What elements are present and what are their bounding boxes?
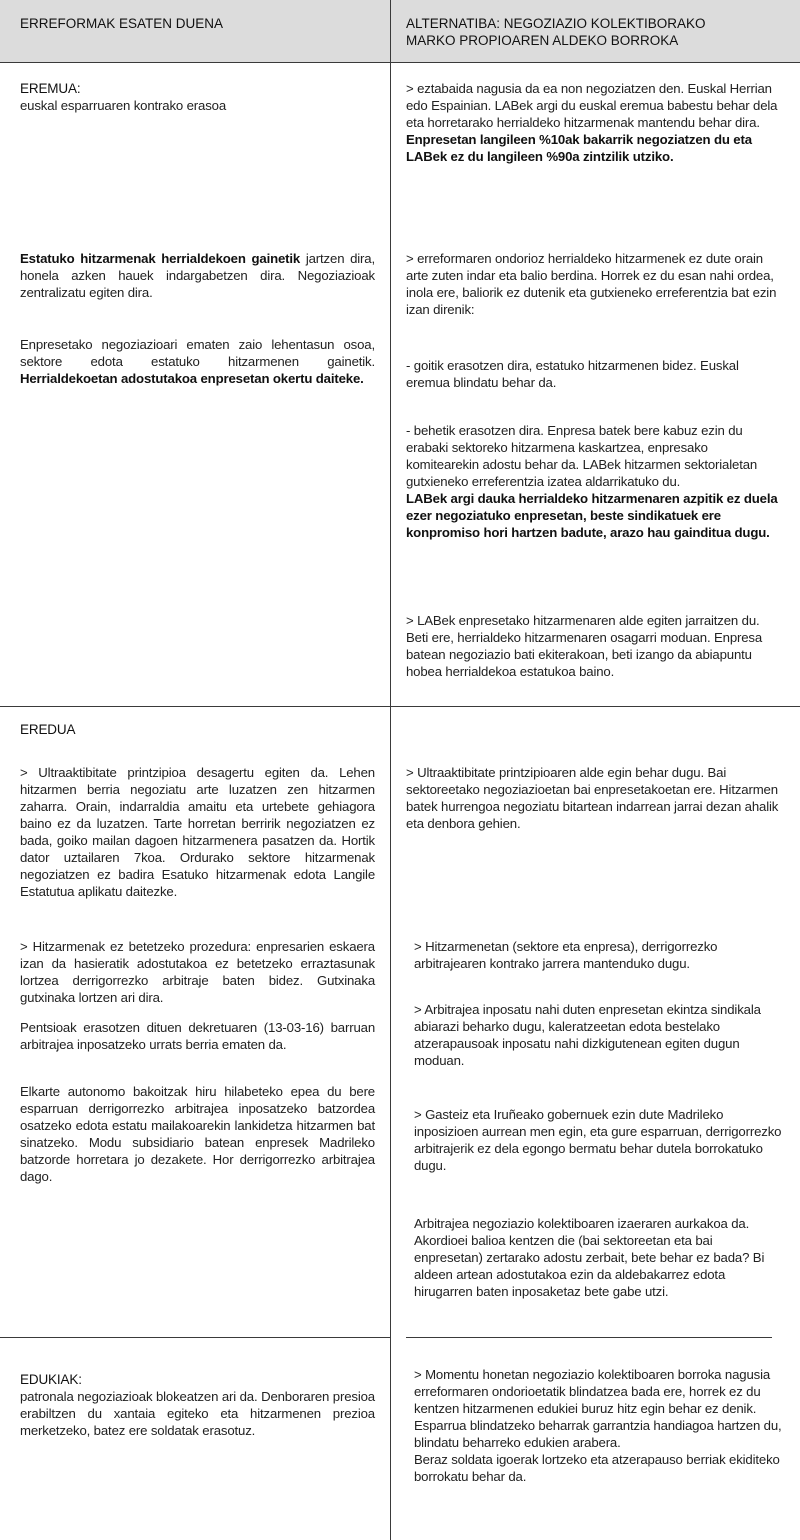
eremua-left-text: euskal esparruaren kontrako erasoa bbox=[20, 98, 227, 113]
edukiak-left bbox=[20, 1371, 375, 1439]
header-right-line-1: ALTERNATIBA: NEGOZIAZIO KOLEKTIBORAKO bbox=[406, 16, 706, 31]
estatuko-left-text-1: jartzen dira, honela azken hauek indargabetzen dira. Negoziazioak zentralizatu egiten dira. bbox=[20, 251, 375, 300]
section-label-eredua: EREDUA bbox=[20, 722, 76, 737]
eredua-left-paragraph-1: > Ultraaktibitate printzipioa desagertu egiten da. Lehen hitzarmen berria negoziatu arte luzatzen zen hitzarmen zaharra. Orain, indarraldia amaitu eta urtebete gehiagora baino ez da luzatzen. Tarte horretan berririk negoziatzen ez bada, goiko mailan dagoen hitzarmenera pasatzen da. Hortik dator uztailaren 7koa. Ordurako sektore hitzarmenak negoziatzen ez badira Esatuko hitzarmenak edota Langile Estatutua aplikatu daitezke. bbox=[20, 765, 375, 899]
section-label-edukiak: EDUKIAK: bbox=[20, 1372, 82, 1387]
section-label-eremua: EREMUA: bbox=[20, 81, 81, 96]
eremua-right-paragraph bbox=[406, 80, 781, 165]
header-left-title: ERREFORMAK ESATEN DUENA bbox=[20, 16, 224, 31]
edukiak-right bbox=[414, 1366, 782, 1485]
eremua-right-bold: Enpresetan langileen %10ak bakarrik negoziatzen du eta LABek ez du langileen %90a zintzilik utziko. bbox=[406, 132, 752, 164]
eremua-left bbox=[20, 80, 375, 114]
edukiak-left-text: patronala negoziazioak blokeatzen ari da. Denboraren presioa erabiltzen du xantaia egiteko eta hitzarmenen prezioa merketzeko, batez ere soldatak erasotuz. bbox=[20, 1389, 375, 1438]
eredua-right-paragraph-2: > Hitzarmenetan (sektore eta enpresa), derrigorrezko arbitrajearen kontrako jarrera mantenduko dugu. bbox=[414, 939, 718, 971]
estatuko-right-paragraph-4: > LABek enpresetako hitzarmenaren alde egiten jarraitzen du. Beti ere, herrialdeko hitzarmenaren osagarri moduan. Enpresa batean negoziazio bati ekiterakoan, beti izango da abiapuntu hobea herrialdekoa estatukoa baino. bbox=[406, 613, 763, 679]
estatuko-left-paragraph-1 bbox=[20, 250, 375, 301]
header-right-title bbox=[406, 15, 781, 49]
estatuko-left-paragraph-2 bbox=[20, 336, 375, 387]
eredua-left-paragraph-4: Elkarte autonomo bakoitzak hiru hilabeteko epea du bere esparruan derrigorrezko arbitrajea inposatzeko batzordea osatzeko edota estatu mailakoarekin lankidetza hitzarmen bat sinatzeko. Modu subsidiario batean enpresek Madrileko batzorde horretara jo dezakete. Hor derrigorrezko arbitrajea dago. bbox=[20, 1084, 375, 1184]
eredua-right-paragraph-5: Arbitrajea negoziazio kolektiboaren izaeraren aurkakoa da. Akordioei balioa kentzen die (bai sektoreetan eta bai enpresetan) zertarako adostu zerbait, bete behar ez bada? Bi aldeen artean adostutakoa ezin da aldebakarrez edota hirugarren baten inposaketaz bete gabe utzi. bbox=[414, 1216, 765, 1299]
section-divider-eredua bbox=[0, 706, 800, 707]
estatuko-left-text-2: Enpresetako negoziazioari ematen zaio lehentasun osoa, sektore edota estatuko hitzarmenen gainetik. bbox=[20, 337, 375, 369]
eredua-right-paragraph-4: > Gasteiz eta Iruñeako gobernuek ezin dute Madrileko inposizioen aurrean men egin, eta gure esparruan, derrigorrezko arbitrajerik ez dela egongo bermatu behar dutela borrokatuko dugu. bbox=[414, 1107, 782, 1173]
edukiak-right-text-1: > Momentu honetan negoziazio kolektiboaren borroka nagusia erreformaren ondorioetatik blindatzea bada ere, horrek ez du kentzen hitzarmenen edukiei buruz hitz egin behar ez denik. bbox=[414, 1367, 771, 1416]
estatuko-right-paragraph-1: > erreformaren ondorioz herrialdeko hitzarmenek ez dute orain arte zuten indar eta balio berdina. Horrek ez du esan nahi ordea, inola ere, baliorik ez dutenik eta gutxieneko erreferentzia bat ezin izan direnik: bbox=[406, 251, 777, 317]
estatuko-left-bold-1: Estatuko hitzarmenak herrialdekoen gainetik bbox=[20, 251, 301, 266]
eredua-left-paragraph-3: Pentsioak erasotzen dituen dekretuaren (13-03-16) barruan arbitrajea inposatzeko urrats berria ematen da. bbox=[20, 1020, 375, 1052]
estatuko-left-bold-2: Herrialdekoetan adostutakoa enpresetan okertu daiteke. bbox=[20, 371, 364, 386]
edukiak-right-text-2: Esparrua blindatzeko beharrak garrantzia handiagoa hartzen du, blindatu beharreko edukien arabera. bbox=[414, 1418, 782, 1450]
estatuko-right-paragraph-2: - goitik erasotzen dira, estatuko hitzarmenen bidez. Euskal eremua blindatu behar da. bbox=[406, 358, 739, 390]
header-divider bbox=[0, 62, 800, 63]
column-divider bbox=[390, 0, 391, 1540]
section-divider-edukiak-right bbox=[406, 1337, 772, 1338]
edukiak-right-text-3: Beraz soldata igoerak lortzeko eta atzerapauso berriak ekiditeko borrokatu behar da. bbox=[414, 1452, 780, 1484]
estatuko-right-paragraph-3 bbox=[406, 422, 781, 541]
eredua-left-paragraph-2: > Hitzarmenak ez betetzeko prozedura: enpresarien eskaera izan da hasieratik adostutakoa ez betetzeko erraztasunak lortzea derrigorrezko arbitraje baten bidez. Gutxinaka gutxinaka lortzen ari dira. bbox=[20, 939, 375, 1005]
eredua-right-paragraph-3: > Arbitrajea inposatu nahi duten enpresetan ekintza sindikala abiarazi beharko dugu, kaleratzeetan edota bestelako atzerapausoak inposatu nahi dizkigutenean egiten dugun moduan. bbox=[414, 1002, 761, 1068]
header-right-line-2: MARKO PROPIOAREN ALDEKO BORROKA bbox=[406, 33, 679, 48]
estatuko-right-bold-3: LABek argi dauka herrialdeko hitzarmenaren azpitik ez duela ezer negoziatuko enpresetan, beste sindikatuek ere konpromiso hori hartzen badute, arazo hau gainditua dugu. bbox=[406, 491, 778, 540]
estatuko-right-text-3: - behetik erasotzen dira. Enpresa batek bere kabuz ezin du erabaki sektoreko hitzarmena kaskartzea, enpresako komitearekin adostu behar da. LABek hitzarmen sektorialetan gutxieneko erreferentzia izatea aldarrikatuko du. bbox=[406, 423, 758, 489]
eremua-right-text: > eztabaida nagusia da ea non negoziatzen den. Euskal Herrian edo Espainian. LABek argi du euskal eremua babestu behar dela eta horretarako herrialdeko hitzarmenak mantendu behar dira. bbox=[406, 81, 778, 130]
eredua-right-paragraph-1: > Ultraaktibitate printzipioaren alde egin behar dugu. Bai sektoreetako negoziazioetan bai enpresetakoetan ere. Hitzarmen batek hurrengoa negoziatu bitartean indarrean jarrai dezan ahalik eta denbora gehien. bbox=[406, 765, 779, 831]
section-divider-edukiak-left bbox=[0, 1337, 390, 1338]
